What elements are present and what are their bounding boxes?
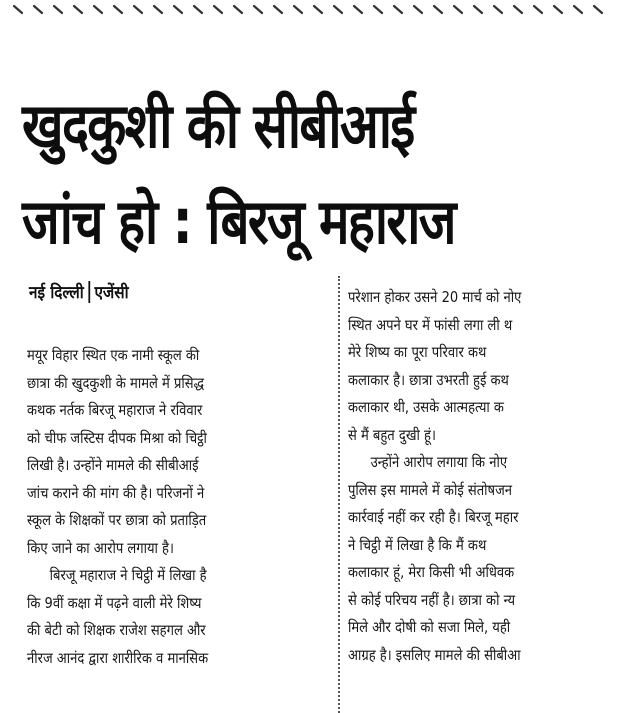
body-text-line: मिले और दोषी को सजा मिले, यही bbox=[348, 618, 511, 636]
body-text-line: से कोई परिचय नहीं है। छात्रा को न्य bbox=[348, 590, 516, 609]
body-text-line: लिखी है। उन्होंने मामले की सीबीआई bbox=[27, 456, 199, 474]
body-text-line: उन्होंने आरोप लगाया कि नोए bbox=[370, 453, 508, 471]
body-text-line: कार्रवाई नहीं कर रही है। बिरजू महार bbox=[348, 508, 519, 526]
body-text-line: को चीफ जस्टिस दीपक मिश्रा को चिट्ठी bbox=[27, 428, 207, 447]
dateline bbox=[29, 280, 129, 303]
body-text-line: मेरे शिष्य का पूरा परिवार कथ bbox=[348, 343, 487, 361]
body-text-line: मयूर विहार स्थित एक नामी स्कूल की bbox=[27, 346, 200, 364]
body-text-line: छात्रा की खुदकुशी के मामले में प्रसिद्ध bbox=[27, 373, 205, 392]
body-text-line: स्थित अपने घर में फांसी लगा ली थ bbox=[348, 315, 513, 334]
body-text-line: नीरज आनंद द्वारा शारीरिक व मानसिक bbox=[27, 648, 209, 667]
body-text-line: स्कूल के शिक्षकों पर छात्रा को प्रताड़ित bbox=[27, 511, 207, 529]
article-column-right bbox=[348, 284, 521, 669]
body-text-line: कलाकार हूं, मेरा किसी भी अधिवक bbox=[348, 563, 515, 581]
article-column-left bbox=[27, 342, 208, 672]
dateline-separator bbox=[88, 281, 90, 303]
body-text-line: पुलिस इस मामले में कोई संतोषजन bbox=[348, 480, 512, 499]
headline-line-2: जांच हो : बिरजू महाराज bbox=[22, 185, 455, 258]
body-text-line: कलाकार है। छात्रा उभरती हुई कथ bbox=[348, 370, 509, 389]
column-divider bbox=[338, 276, 340, 713]
body-text-line: बिरजू महाराज ने चिट्ठी में लिखा है bbox=[49, 566, 207, 584]
body-text-line: आग्रह है। इसलिए मामले की सीबीआ bbox=[348, 645, 521, 664]
body-text-line: किए जाने का आरोप लगाया है। bbox=[27, 538, 174, 557]
dateline-place: नई दिल्ली bbox=[29, 283, 84, 303]
article-headline bbox=[22, 78, 506, 270]
body-text-line: ने चिट्ठी में लिखा है कि मैं कथ bbox=[348, 535, 487, 554]
dateline-agency: एजेंसी bbox=[94, 283, 129, 303]
body-text-line: कि 9वीं कक्षा में पढ़ने वाली मेरे शिष्य bbox=[27, 593, 202, 612]
body-text-line: जांच कराने की मांग की है। परिजनों ने bbox=[27, 483, 205, 502]
body-text-line: कथक नर्तक बिरजू महाराज ने रविवार bbox=[27, 401, 203, 419]
body-text-line: कलाकार थी, उसके आत्महत्या क bbox=[348, 398, 504, 416]
body-text-line: की बेटी को शिक्षक राजेश सहगल और bbox=[27, 621, 206, 639]
headline-line-1: खुदकुशी की सीबीआई bbox=[22, 89, 414, 162]
top-separator-dashes bbox=[0, 0, 618, 18]
body-text-line: से मैं बहुत दुखी हूं। bbox=[348, 425, 436, 444]
body-text-line: परेशान होकर उसने 20 मार्च को नोए bbox=[348, 288, 522, 306]
